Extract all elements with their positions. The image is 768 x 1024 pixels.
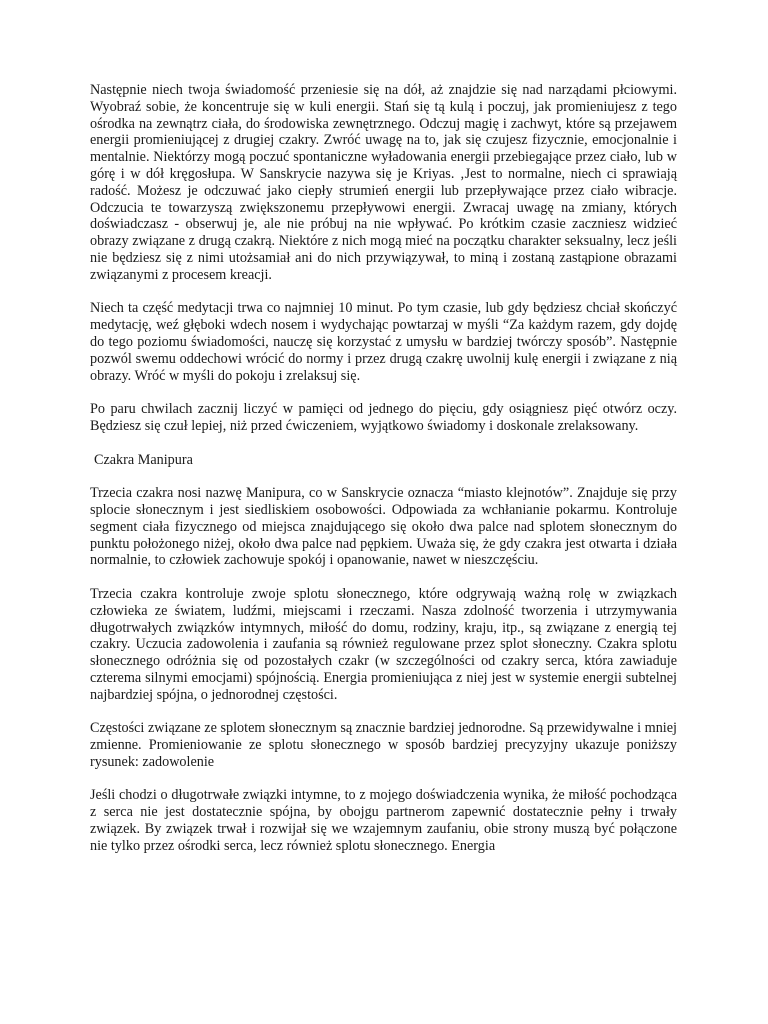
section-heading: Czakra Manipura <box>94 451 193 468</box>
document-page <box>90 82 677 855</box>
paragraph-manipura-intro: Trzecia czakra nosi nazwę Manipura, co w Sanskrycie oznacza “miasto klejnotów”. Znajduje się przy splocie słonecznym i jest siedliskiem osobowości. Odpowiada za wchłanianie pokarmu. Kontroluje segment ciała fizycznego od miejsca znajdującego się około dwa palce nad splotem słonecznym do punktu położonego niżej, około dwa palce nad pępkiem. Uważa się, że gdy czakra jest otwarta i działa normalnie, to człowiek zachowuje spokój i opanowanie, nawet w nieszczęściu. <box>90 485 677 569</box>
paragraph-frequencies: Częstości związane ze splotem słonecznym są znacznie bardziej jednorodne. Są przewidywalne i mniej zmienne. Promieniowanie ze splotu słonecznego w sposób bardziej precyzyjny ukazuje poniższy rysunek: zadowolenie <box>90 720 677 770</box>
paragraph-second-chakra-meditation: Następnie niech twoja świadomość przeniesie się na dół, aż znajdzie się nad narządami płciowymi. Wyobraź sobie, że koncentruje się w kuli energii. Stań się tą kulą i poczuj, jak promieniujesz z tego ośrodka na zewnątrz ciała, do środowiska zewnętrznego. Odczuj magię i zachwyt, które są przejawem energii promieniującej z drugiej czakry. Zwróć uwagę na to, jak się czujesz fizycznie, emocjonalnie i mentalnie. Niektórzy mogą poczuć spontaniczne wyładowania energii przebiegające przez ciało, lub w górę i w dół kręgosłupa. W Sanskrycie nazywa się je Kriyas. ‚Jest to normalne, niech ci sprawiają radość. Możesz je odczuwać jako ciepły strumień energii lub przepływające przez ciało wibracje. Odczucia te towarzyszą zwiększonemu przepływowi energii. Zwracaj uwagę na zmiany, których doświadczasz - obserwuj je, ale nie próbuj na nie wpływać. Po krótkim czasie zaczniesz widzieć obrazy związane z drugą czakrą. Niektóre z nich mogą mieć na początku charakter seksualny, lecz jeśli nie będziesz się z nimi utożsamiał ani do nich przywiązywał, to miną i zostaną zastąpione obrazami związanymi z procesem kreacji. <box>90 82 677 283</box>
paragraph-meditation-duration: Niech ta część medytacji trwa co najmniej 10 minut. Po tym czasie, lub gdy będziesz chciał skończyć medytację, weź głęboki wdech nosem i wydychając powtarzaj w myśli “Za każdym razem, gdy dojdę do tego poziomu świadomości, nauczę się korzystać z umysłu w bardziej twórczy sposób”. Następnie pozwól swemu oddechowi wrócić do normy i przez drugą czakrę uwolnij kulę energii i związane z nią obrazy. Wróć w myśli do pokoju i zrelaksuj się. <box>90 300 677 384</box>
paragraph-solar-plexus-control: Trzecia czakra kontroluje zwoje splotu słonecznego, które odgrywają ważną rolę w związkach człowieka ze światem, ludźmi, miejscami i rzeczami. Nasza zdolność tworzenia i utrzymywania długotrwałych związków intymnych, miłość do domu, rodziny, kraju, itp., są związane z energią tej czakry. Uczucia zadowolenia i zaufania są również regulowane przez splot słoneczny. Czakra splotu słonecznego odróżnia się od pozostałych czakr (w szczególności od czakry serca, która zawiaduje czterema silnymi emocjami) spójnością. Energia promieniująca z niej jest w systemie energii subtelnej najbardziej spójna, o jednorodnej częstości. <box>90 585 677 703</box>
paragraph-counting-return: Po paru chwilach zacznij liczyć w pamięci od jednego do pięciu, gdy osiągniesz pięć otwórz oczy. Będziesz się czuł lepiej, niż przed ćwiczeniem, wyjątkowo świadomy i doskonale zrelaksowany. <box>90 401 677 434</box>
paragraph-intimate-relationships: Jeśli chodzi o długotrwałe związki intymne, to z mojego doświadczenia wynika, że miłość pochodząca z serca nie jest dostatecznie spójna, by obojgu partnerom zapewnić dostatecznie pełny i trwały związek. By związek trwał i rozwijał się we wzajemnym zaufaniu, obie strony muszą być połączone nie tylko przez ośrodki serca, lecz również splotu słonecznego. Energia <box>90 787 677 854</box>
